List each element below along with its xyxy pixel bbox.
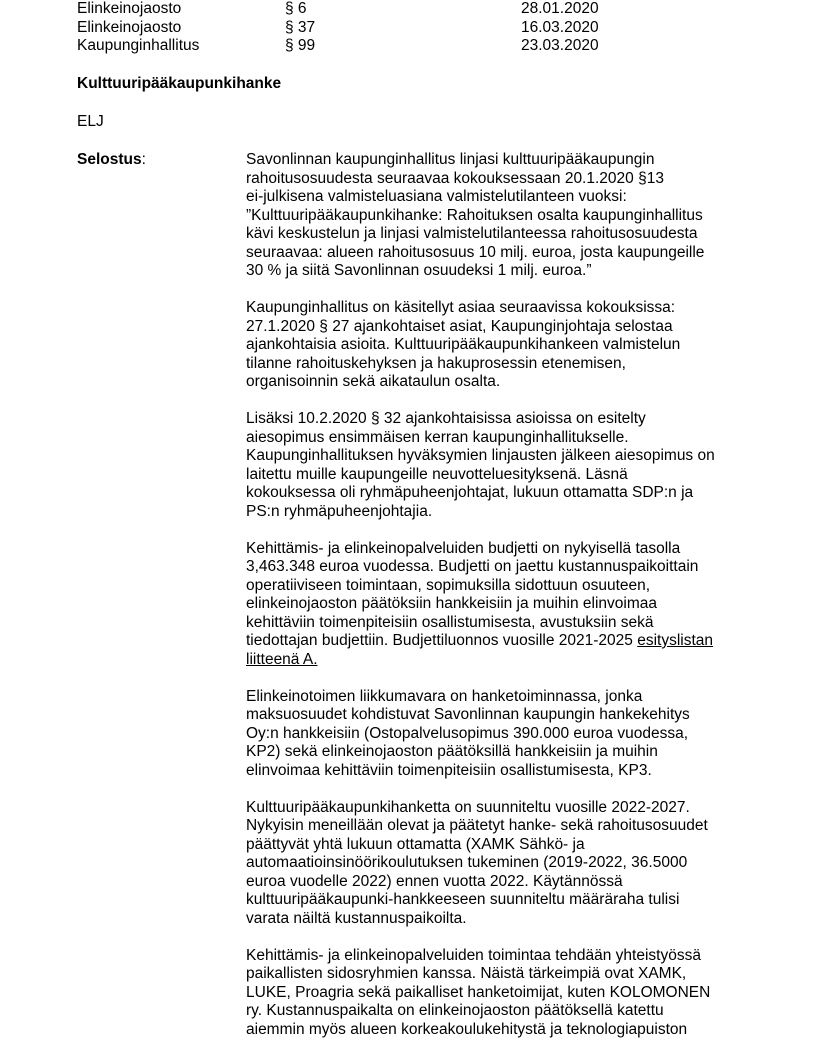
paragraph (246, 410, 746, 521)
paragraph (246, 540, 746, 670)
text-line: ry. Kustannuspaikalta on elinkeinojaoston päätöksellä katettu (246, 1002, 664, 1019)
selostus-body (246, 151, 746, 1058)
meeting-date: 28.01.2020 (521, 0, 599, 17)
text-line: Kaupunginhallituksen hyväksymien linjausten jälkeen aiesopimus on (246, 447, 715, 464)
text-line: kävi keskustelun ja linjasi valmistelutilanteessa rahoitusosuudesta (246, 225, 698, 242)
paragraph (246, 688, 746, 781)
text-line: Elinkeinotoimen liikkumavara on hanketoiminnassa, jonka (246, 687, 643, 705)
paragraph (246, 799, 746, 929)
text-line: varata näiltä kustannuspaikoilta. (246, 909, 467, 927)
paragraph (246, 299, 746, 392)
text-line: PS:n ryhmäpuheenjohtajia. (246, 502, 433, 520)
meeting-history-table (77, 0, 697, 56)
text-line: LUKE, Proagria sekä paikalliset hanketoimijat, kuten KOLOMONEN (246, 983, 711, 1001)
text-line: automaatioinsinöörikoulutuksen tukeminen (2019-2022, 36.5000 (246, 854, 688, 871)
meeting-section: § 99 (285, 37, 316, 54)
text-line: Nykyisin meneillään olevat ja päätetyt hanke- sekä rahoitusosuudet (246, 817, 708, 834)
text-line: paikallisten sidosryhmien kanssa. Näistä tärkeimpiä ovat XAMK, (246, 965, 687, 982)
text-line: Savonlinnan kaupunginhallitus linjasi kulttuuripääkaupungin (246, 151, 655, 168)
text-line-lead: tiedottajan budjettiin. Budjettiluonnos vuosille 2021-2025 (246, 632, 638, 649)
text-line: 27.1.2020 § 27 ajankohtaiset asiat, Kaupunginjohtaja selostaa (246, 317, 673, 335)
meeting-row (77, 37, 697, 56)
text-line: päättyvät yhtä lukuun ottamatta (XAMK Sähkö- ja (246, 835, 585, 853)
document-title: Kulttuuripääkaupunkihanke (77, 75, 282, 92)
meeting-section: § 37 (285, 18, 316, 36)
text-line: ei-julkisena valmisteluasiana valmistelutilanteen vuoksi: (246, 188, 627, 205)
text-line: 3,463.348 euroa vuodessa. Budjetti on jaettu kustannuspaikoittain (246, 558, 699, 575)
text-line: kokouksessa oli ryhmäpuheenjohtajat, lukuun ottamatta SDP:n ja (246, 484, 694, 501)
text-line: Oy:n hankkeisiin (Ostopalvelusopimus 390.000 euroa vuodessa, (246, 724, 689, 742)
text-line: kehittäviin toimenpiteisiin osallistumisesta, avustuksiin sekä (246, 613, 654, 631)
meeting-body: Elinkeinojaosto (77, 18, 182, 36)
meeting-date: 16.03.2020 (521, 18, 599, 36)
meeting-row (77, 19, 697, 38)
selostus-label (77, 151, 146, 169)
text-line: 30 % ja siitä Savonlinnan osuudeksi 1 milj. euroa.” (246, 262, 592, 279)
text-line (246, 651, 746, 670)
text-line: elinvoimaa kehittäviin toimenpiteisiin osallistumisesta, KP3. (246, 761, 652, 779)
text-line: organisoinnin sekä aikataulun osalta. (246, 373, 501, 390)
text-line: elinkeinojaoston päätöksiin hankkeisiin ja muihin elinvoimaa (246, 595, 657, 612)
text-line: maksuosuudet kohdistuvat Savonlinnan kaupungin hankekehitys (246, 706, 690, 723)
meeting-section: § 6 (285, 0, 307, 17)
text-line: KP2) sekä elinkeinojaoston päätöksillä hankkeisiin ja muihin (246, 743, 658, 760)
text-line: Kehittämis- ja elinkeinopalveluiden toimintaa tehdään yhteistyössä (246, 946, 701, 964)
meeting-body: Elinkeinojaosto (77, 0, 182, 17)
text-line: ”Kulttuuripääkaupunkihanke: Rahoituksen osalta kaupunginhallitus (246, 206, 703, 224)
text-line: operatiiviseen toimintaan, sopimuksilla sidottuun osuuteen, (246, 576, 651, 594)
selostus-label-colon: : (141, 151, 146, 168)
text-line: euroa vuodelle 2022) ennen vuotta 2022. Käytännössä (246, 872, 623, 890)
text-line: kulttuuripääkaupunki-hankkeeseen suunniteltu määräraha tulisi (246, 891, 680, 908)
meeting-body: Kaupunginhallitus (77, 37, 200, 54)
meeting-date: 23.03.2020 (521, 37, 599, 54)
text-line: seuraavaa: alueen rahoitusosuus 10 milj. euroa, josta kaupungeille (246, 243, 705, 261)
text-line: rahoitusosuudesta seuraavaa kokouksessaan 20.1.2020 §13 (246, 169, 664, 187)
paragraph (246, 947, 746, 1040)
text-line: aiemmin myös alueen korkeakoulukehitystä ja teknologiapuiston (246, 1020, 688, 1038)
text-line: aiesopimus ensimmäisen kerran kaupunginhallitukselle. (246, 428, 629, 446)
author-abbreviation: ELJ (77, 113, 104, 130)
text-line (246, 632, 746, 651)
attachment-link-continuation[interactable]: liitteenä A. (246, 650, 318, 668)
text-line: ajankohtaisia asioita. Kulttuuripääkaupunkihankeen valmistelun (246, 336, 681, 353)
text-line: Kulttuuripääkaupunkihanketta on suunniteltu vuosille 2022-2027. (246, 798, 690, 816)
selostus-label-text: Selostus (77, 151, 142, 168)
text-line: Lisäksi 10.2.2020 § 32 ajankohtaisissa asioissa on esitelty (246, 410, 646, 427)
text-line: tilanne rahoituskehyksen ja hakuprosessin etenemisen, (246, 354, 626, 372)
meeting-row (77, 0, 697, 19)
paragraph (246, 151, 746, 281)
attachment-link[interactable]: esityslistan (637, 632, 714, 649)
text-line: laitettu muille kaupungeille neuvotteluesityksenä. Läsnä (246, 465, 628, 483)
text-line: Kaupunginhallitus on käsitellyt asiaa seuraavissa kokouksissa: (246, 299, 676, 316)
text-line: Kehittämis- ja elinkeinopalveluiden budjetti on nykyisellä tasolla (246, 539, 681, 557)
